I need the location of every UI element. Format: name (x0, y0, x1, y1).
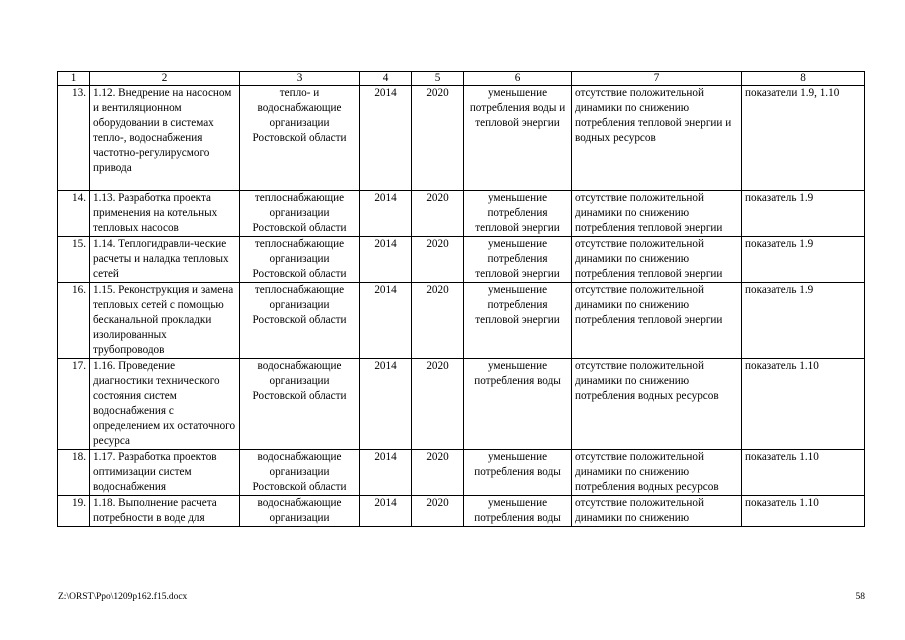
table-row (58, 359, 865, 450)
executor-cell: водоснабжающие организации Ростовской области (240, 359, 360, 450)
indicator-cell: показатель 1.10 (742, 450, 865, 496)
table-row (58, 283, 865, 359)
measures-table (57, 71, 865, 527)
start-year-cell: 2014 (360, 283, 412, 359)
end-year-cell: 2020 (412, 450, 464, 496)
result-cell: уменьшение потребления тепловой энергии (464, 237, 572, 283)
consequence-cell: отсутствие положительной динамики по снижению потребления тепловой энергии (572, 191, 742, 237)
col-header-2: 2 (90, 72, 240, 86)
measure-cell: 1.16. Проведение диагностики технического состояния систем водоснабжения с определением их остаточного ресурса (90, 359, 240, 450)
table-row (58, 191, 865, 237)
indicator-cell: показатель 1.10 (742, 496, 865, 527)
measure-cell: 1.14. Теплогидравли-ческие расчеты и наладка тепловых сетей (90, 237, 240, 283)
executor-cell: тепло- и водоснабжающие организации Ростовской области (240, 86, 360, 191)
end-year-cell: 2020 (412, 191, 464, 237)
end-year-cell: 2020 (412, 496, 464, 527)
row-number: 16. (58, 283, 90, 359)
col-header-3: 3 (240, 72, 360, 86)
start-year-cell: 2014 (360, 359, 412, 450)
consequence-cell: отсутствие положительной динамики по снижению потребления тепловой энергии (572, 283, 742, 359)
row-number: 15. (58, 237, 90, 283)
col-header-8: 8 (742, 72, 865, 86)
col-header-5: 5 (412, 72, 464, 86)
start-year-cell: 2014 (360, 191, 412, 237)
end-year-cell: 2020 (412, 283, 464, 359)
executor-cell: теплоснабжающие организации Ростовской области (240, 283, 360, 359)
row-number: 13. (58, 86, 90, 191)
result-cell: уменьшение потребления тепловой энергии (464, 191, 572, 237)
row-number: 17. (58, 359, 90, 450)
indicator-cell: показатель 1.9 (742, 191, 865, 237)
consequence-cell: отсутствие положительной динамики по снижению потребления тепловой энергии (572, 237, 742, 283)
result-cell: уменьшение потребления воды и тепловой энергии (464, 86, 572, 191)
indicator-cell: показатель 1.10 (742, 359, 865, 450)
measure-cell: 1.15. Реконструкция и замена тепловых сетей с помощью бесканальной прокладки изолированных трубопроводов (90, 283, 240, 359)
col-header-4: 4 (360, 72, 412, 86)
executor-cell: теплоснабжающие организации Ростовской области (240, 191, 360, 237)
end-year-cell: 2020 (412, 86, 464, 191)
start-year-cell: 2014 (360, 237, 412, 283)
end-year-cell: 2020 (412, 237, 464, 283)
end-year-cell: 2020 (412, 359, 464, 450)
col-header-7: 7 (572, 72, 742, 86)
header-row (58, 72, 865, 86)
indicator-cell: показатель 1.9 (742, 283, 865, 359)
table-row (58, 237, 865, 283)
indicator-cell: показатели 1.9, 1.10 (742, 86, 865, 191)
table-row (58, 450, 865, 496)
result-cell: уменьшение потребления тепловой энергии (464, 283, 572, 359)
executor-cell: водоснабжающие организации (240, 496, 360, 527)
row-number: 19. (58, 496, 90, 527)
table-row (58, 496, 865, 527)
result-cell: уменьшение потребления воды (464, 450, 572, 496)
consequence-cell: отсутствие положительной динамики по снижению (572, 496, 742, 527)
col-header-1: 1 (58, 72, 90, 86)
start-year-cell: 2014 (360, 496, 412, 527)
row-number: 18. (58, 450, 90, 496)
start-year-cell: 2014 (360, 450, 412, 496)
table-row (58, 86, 865, 191)
measure-cell: 1.13. Разработка проекта применения на котельных тепловых насосов (90, 191, 240, 237)
start-year-cell: 2014 (360, 86, 412, 191)
executor-cell: водоснабжающие организации Ростовской области (240, 450, 360, 496)
measure-cell: 1.12. Внедрение на насосном и вентиляционном оборудовании в системах тепло-, водоснабжения частотно-регулирусмого привода (90, 86, 240, 191)
consequence-cell: отсутствие положительной динамики по снижению потребления тепловой энергии и водных ресурсов (572, 86, 742, 191)
measure-cell: 1.18. Выполнение расчета потребности в воде для (90, 496, 240, 527)
executor-cell: теплоснабжающие организации Ростовской области (240, 237, 360, 283)
consequence-cell: отсутствие положительной динамики по снижению потребления водных ресурсов (572, 450, 742, 496)
col-header-6: 6 (464, 72, 572, 86)
footer-file-path: Z:\ORST\Ppo\1209p162.f15.docx (58, 592, 188, 602)
result-cell: уменьшение потребления воды (464, 496, 572, 527)
footer-page-number: 58 (855, 592, 865, 602)
result-cell: уменьшение потребления воды (464, 359, 572, 450)
row-number: 14. (58, 191, 90, 237)
indicator-cell: показатель 1.9 (742, 237, 865, 283)
consequence-cell: отсутствие положительной динамики по снижению потребления водных ресурсов (572, 359, 742, 450)
measure-cell: 1.17. Разработка проектов оптимизации систем водоснабжения (90, 450, 240, 496)
